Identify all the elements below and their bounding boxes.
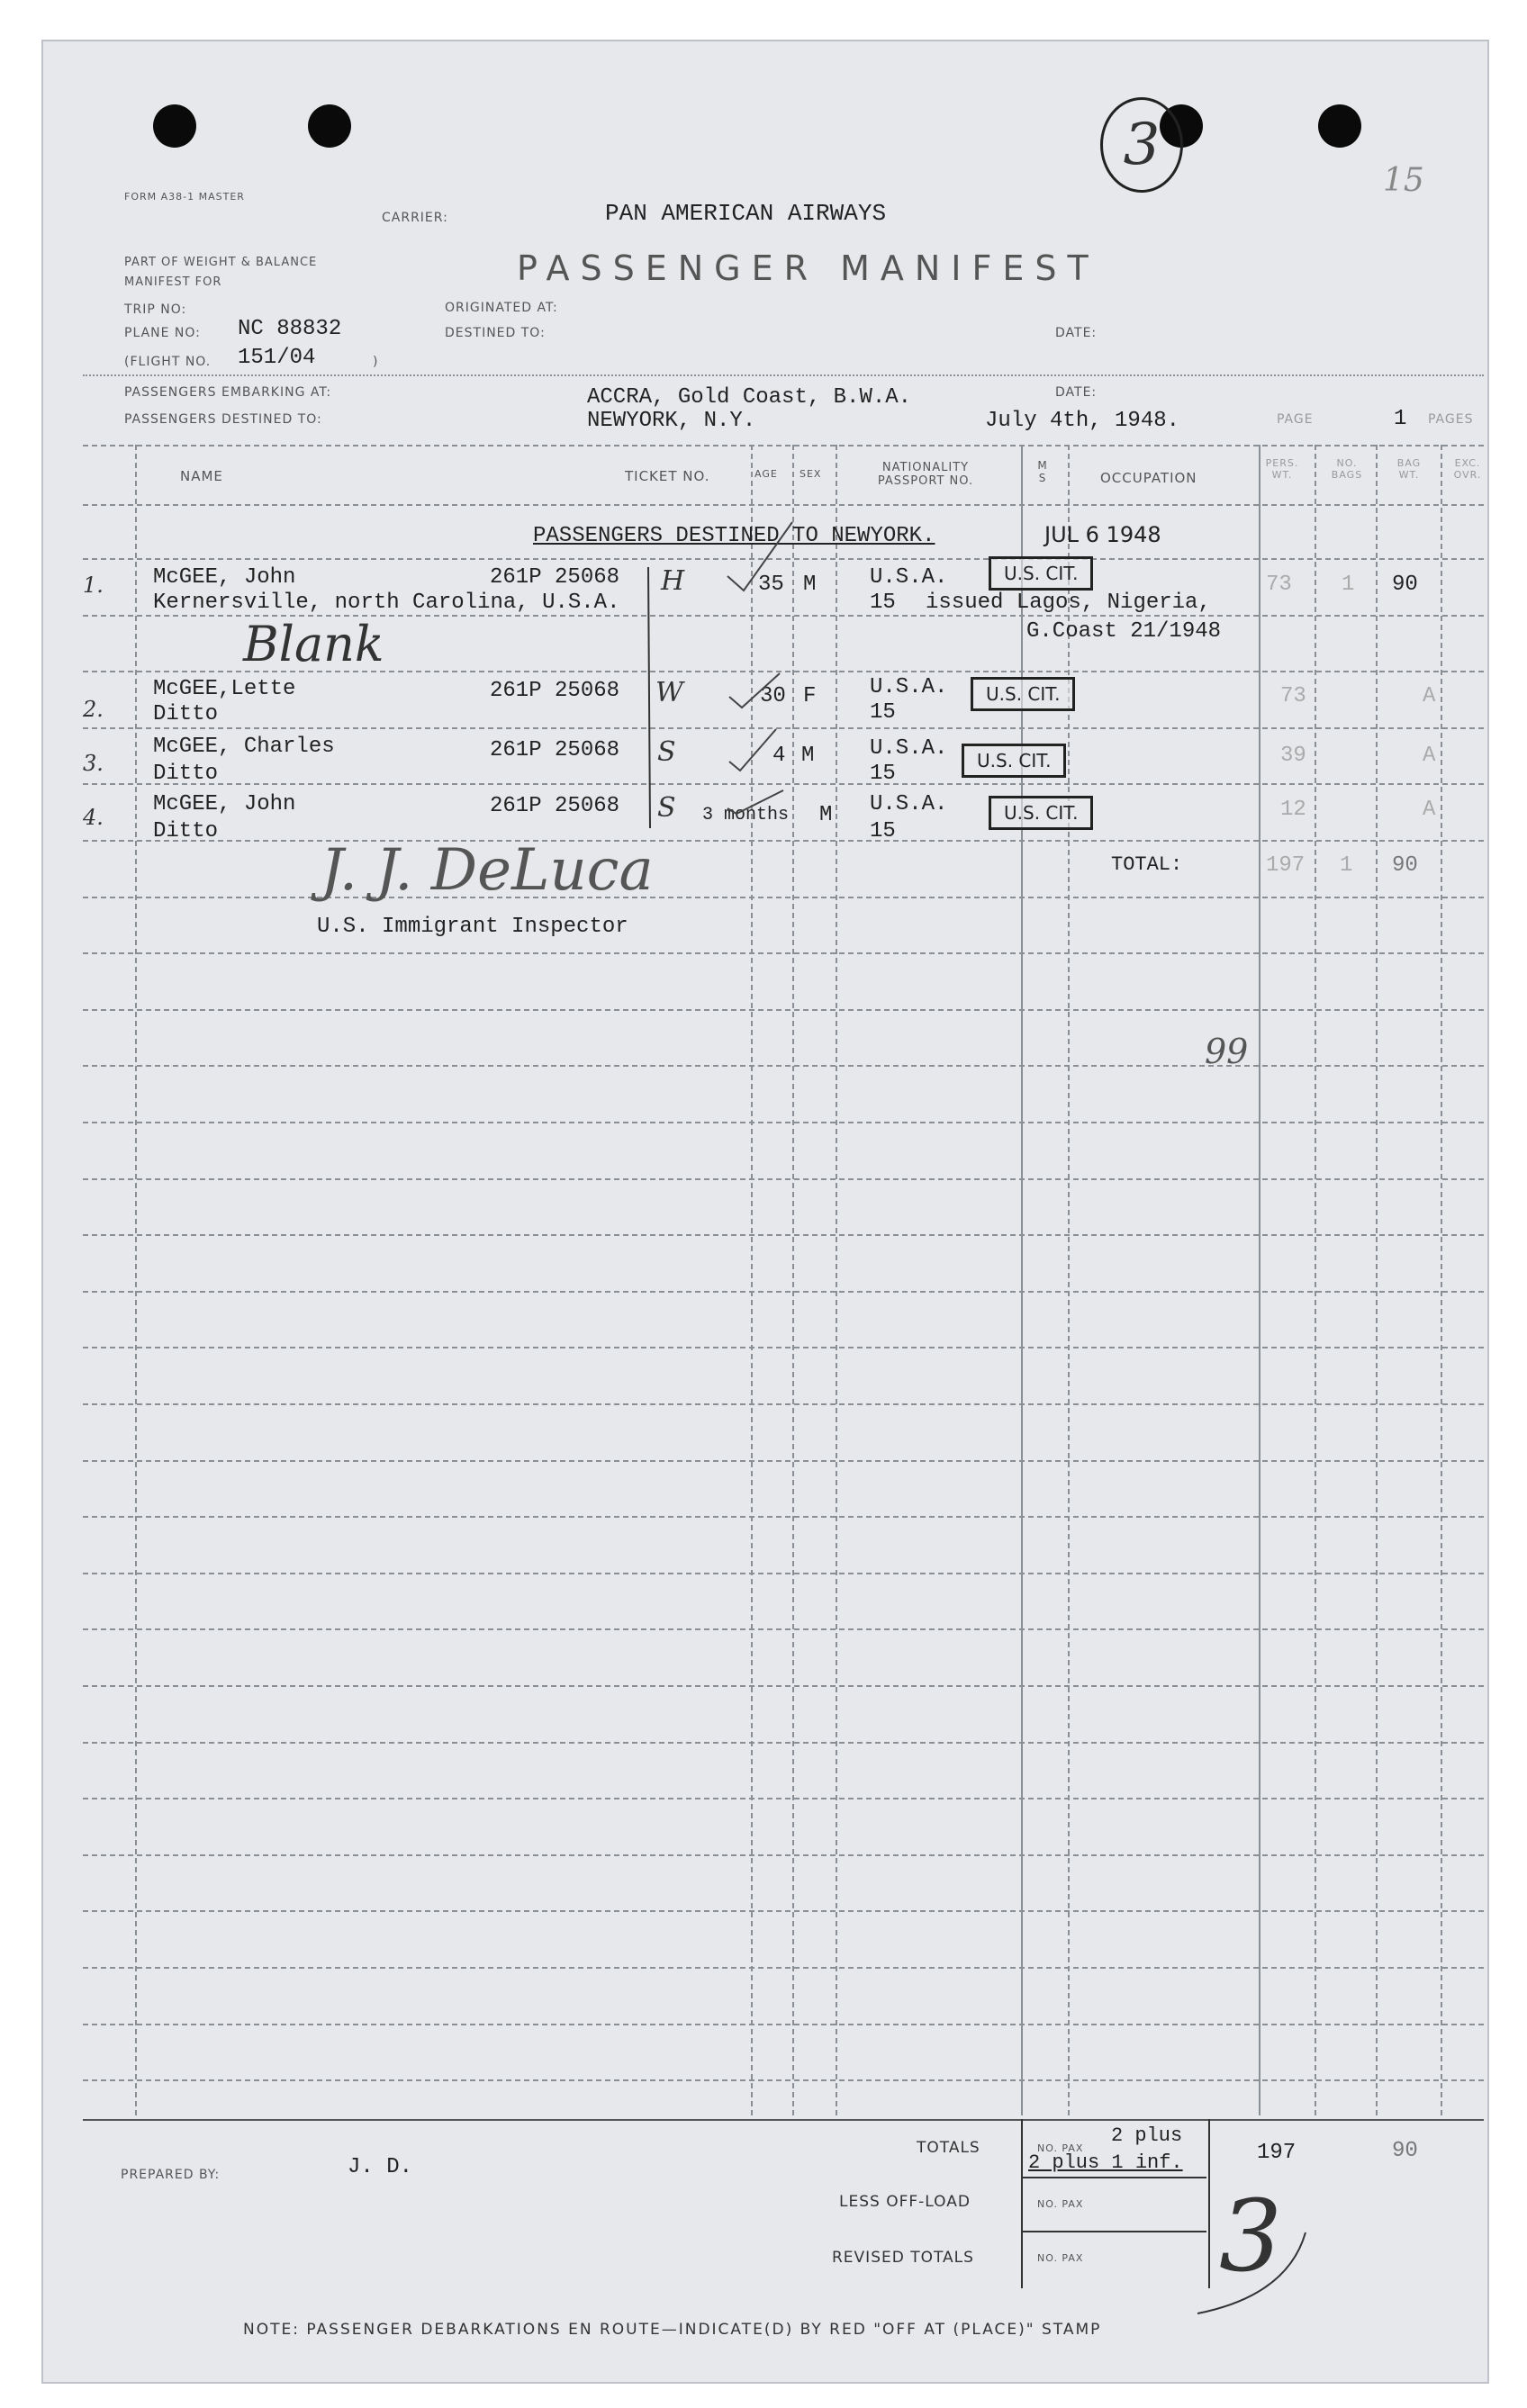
handwritten-mark: S — [657, 792, 676, 824]
col-nationality: NATIONALITY PASSPORT NO. — [877, 461, 974, 488]
blank-note: Blank — [243, 616, 384, 672]
total-label: TOTAL: — [1111, 853, 1183, 876]
row-rule — [83, 2024, 1484, 2025]
table-top-rule — [83, 445, 1484, 446]
totals-box-rule — [1021, 2177, 1206, 2178]
form-title: PASSENGER MANIFEST — [517, 248, 1099, 288]
circled-page-number: 3 — [1100, 97, 1183, 193]
check-marks — [693, 504, 855, 828]
punch-hole — [1318, 104, 1361, 148]
flight-label: (FLIGHT NO. — [124, 355, 212, 369]
row-rule — [83, 952, 1484, 954]
punch-hole — [308, 104, 351, 148]
row-rule — [83, 1347, 1484, 1348]
flight-value: 151/04 — [238, 346, 316, 370]
part-label: PART OF WEIGHT & BALANCE — [124, 256, 318, 269]
us-citizen-stamp: U.S. CIT. — [989, 556, 1093, 591]
row-number: 1. — [83, 573, 104, 598]
footer-note: NOTE: PASSENGER DEBARKATIONS EN ROUTE—INDICATE(D) BY RED "OFF AT (PLACE)" STAMP — [243, 2321, 1102, 2339]
col-name: NAME — [180, 468, 223, 484]
passenger-name: McGEE, Charles — [153, 735, 335, 759]
pers-wt: 73 — [1280, 684, 1306, 708]
passenger-age: 3 months — [702, 805, 790, 825]
col-divider — [1315, 445, 1316, 2115]
pers-wt: 39 — [1280, 744, 1306, 768]
col-ticket: TICKET NO. — [625, 468, 710, 484]
passenger-nationality: U.S.A. — [870, 565, 948, 590]
passenger-name: McGEE, John — [153, 565, 296, 590]
corner-mark: 15 — [1383, 162, 1424, 199]
prepared-by-value: J. D. — [348, 2155, 413, 2179]
embarking-value: ACCRA, Gold Coast, B.W.A. — [587, 385, 912, 410]
ticket-number: 261P 25068 — [490, 794, 620, 818]
carrier-value: PAN AMERICAN AIRWAYS — [605, 200, 887, 227]
col-exc: EXC. OVR. — [1453, 457, 1482, 481]
passenger-nationality: U.S.A. — [870, 675, 948, 699]
row-rule — [83, 1460, 1484, 1462]
total-pers-wt: 197 — [1266, 853, 1306, 878]
date2-label: DATE: — [1055, 385, 1098, 400]
row-rule — [83, 1910, 1484, 1912]
plane-label: PLANE NO: — [124, 326, 201, 340]
nopax-label: NO. PAX — [1037, 2252, 1084, 2264]
col-divider — [1376, 445, 1378, 2115]
us-citizen-stamp: U.S. CIT. — [962, 744, 1066, 778]
row-rule — [83, 1516, 1484, 1518]
passenger-address: Ditto — [153, 762, 219, 786]
row-rule — [83, 1573, 1484, 1574]
originated-label: ORIGINATED AT: — [445, 301, 558, 315]
destined-label: DESTINED TO: — [445, 326, 546, 340]
pen-stroke — [1188, 2223, 1324, 2322]
destined-to-value: NEWYORK, N.Y. — [587, 409, 756, 433]
col-divider — [1259, 445, 1260, 2115]
passenger-age: 4 — [773, 744, 786, 768]
col-divider — [135, 445, 137, 2115]
ticket-number: 261P 25068 — [490, 565, 620, 590]
row-rule — [83, 840, 1484, 842]
manifest-for-label: MANIFEST FOR — [124, 275, 222, 289]
passport-number: 15 — [870, 819, 896, 843]
col-divider — [1441, 445, 1442, 2115]
passenger-sex: M — [801, 744, 815, 768]
col-occupation: OCCUPATION — [1100, 470, 1197, 486]
pers-wt: 12 — [1280, 798, 1306, 822]
page-label: PAGE — [1277, 412, 1314, 427]
plane-value: NC 88832 — [238, 317, 342, 341]
row-rule — [83, 897, 1484, 898]
bag-wt: A — [1423, 684, 1436, 708]
col-bag-wt: BAG WT. — [1396, 457, 1422, 481]
row-rule — [83, 1798, 1484, 1799]
manifest-date: July 4th, 1948. — [985, 409, 1180, 433]
ticket-number: 261P 25068 — [490, 679, 620, 703]
bag-wt: A — [1423, 798, 1436, 822]
us-citizen-stamp: U.S. CIT. — [971, 677, 1075, 711]
row-rule — [83, 1967, 1484, 1969]
col-age: AGE — [754, 468, 778, 480]
row-rule — [83, 1122, 1484, 1123]
total-bag-wt: 90 — [1392, 853, 1418, 878]
passport-note-2: G.Coast 21/1948 — [1026, 619, 1222, 644]
pers-wt: 73 — [1266, 573, 1292, 597]
passenger-address: Ditto — [153, 819, 219, 843]
flight-close: ) — [373, 355, 379, 369]
passenger-sex: M — [803, 573, 817, 597]
handwritten-mark: H — [661, 565, 685, 597]
passport-number: 15 — [870, 762, 896, 786]
col-ms: M S — [1037, 459, 1048, 484]
bag-wt: A — [1423, 744, 1436, 768]
row-rule — [83, 1234, 1484, 1236]
totals-box-rule — [1021, 2231, 1206, 2232]
footer-rule — [83, 2119, 1484, 2121]
row-rule — [83, 1742, 1484, 1744]
passport-number: 15 — [870, 591, 896, 615]
no-bags: 1 — [1342, 573, 1355, 597]
nopax-label: NO. PAX — [1037, 2142, 1084, 2154]
ticket-number: 261P 25068 — [490, 738, 620, 762]
prepared-by-label: PREPARED BY: — [121, 2168, 221, 2182]
passport-note: issued Lagos, Nigeria, — [926, 591, 1211, 615]
date-label: DATE: — [1055, 326, 1098, 340]
passenger-name: McGEE,Lette — [153, 677, 296, 701]
passenger-address: Kernersville, north Carolina, U.S.A. — [153, 591, 620, 615]
passenger-age: 35 — [758, 573, 784, 597]
carrier-label: CARRIER: — [382, 211, 448, 225]
row-rule — [83, 1628, 1484, 1630]
big-handwritten-mark: 3 — [1219, 2178, 1282, 2294]
row-rule — [83, 1854, 1484, 1856]
pages-label: PAGES — [1428, 412, 1474, 427]
total-bags: 1 — [1340, 853, 1353, 878]
header-rule — [83, 374, 1484, 376]
row-rule — [83, 2079, 1484, 2081]
destined-to-label: PASSENGERS DESTINED TO: — [124, 412, 322, 427]
punch-hole — [153, 104, 196, 148]
totals-bag-wt: 90 — [1392, 2139, 1418, 2163]
passenger-nationality: U.S.A. — [870, 792, 948, 816]
section-title: PASSENGERS DESTINED TO NEWYORK. — [533, 524, 935, 548]
inspector-title: U.S. Immigrant Inspector — [317, 915, 628, 939]
passenger-name: McGEE, John — [153, 792, 296, 816]
col-no-bags: NO. BAGS — [1331, 457, 1363, 481]
row-rule — [83, 1065, 1484, 1067]
form-code: FORM A38-1 MASTER — [124, 191, 245, 203]
stray-mark: 99 — [1205, 1032, 1249, 1071]
totals-pax-2: 2 plus 1 inf. — [1028, 2151, 1183, 2174]
totals-pax: 2 plus — [1111, 2124, 1183, 2147]
totals-pers-wt: 197 — [1257, 2141, 1297, 2165]
inspector-signature: J. J. DeLuca — [321, 837, 654, 904]
totals-label: TOTALS — [917, 2139, 980, 2157]
passenger-sex: F — [803, 684, 817, 708]
row-rule — [83, 1403, 1484, 1405]
passport-number: 15 — [870, 700, 896, 725]
page-value: 1 — [1394, 407, 1407, 431]
passenger-address: Ditto — [153, 702, 219, 726]
row-rule — [83, 1009, 1484, 1011]
col-pers-wt: PERS. WT. — [1265, 457, 1299, 481]
bag-wt: 90 — [1392, 573, 1418, 597]
less-offload-label: LESS OFF-LOAD — [839, 2193, 971, 2211]
nopax-label: NO. PAX — [1037, 2198, 1084, 2210]
row-rule — [83, 1178, 1484, 1180]
col-sex: SEX — [800, 468, 822, 480]
handwritten-mark: W — [655, 677, 683, 708]
embarking-label: PASSENGERS EMBARKING AT: — [124, 385, 332, 400]
handwritten-mark: S — [657, 736, 676, 768]
ticket-bracket — [630, 558, 666, 846]
row-rule — [83, 1291, 1484, 1293]
row-rule — [83, 1685, 1484, 1687]
trip-label: TRIP NO: — [124, 302, 187, 317]
passenger-sex: M — [819, 803, 833, 827]
revised-totals-label: REVISED TOTALS — [832, 2249, 974, 2267]
row-number: 3. — [83, 751, 104, 776]
us-citizen-stamp: U.S. CIT. — [989, 796, 1093, 830]
row-number: 2. — [83, 697, 104, 722]
row-number: 4. — [83, 805, 104, 830]
date-stamp: JUL 6 1948 — [1044, 522, 1161, 547]
passenger-nationality: U.S.A. — [870, 736, 948, 761]
passenger-age: 30 — [760, 684, 786, 708]
